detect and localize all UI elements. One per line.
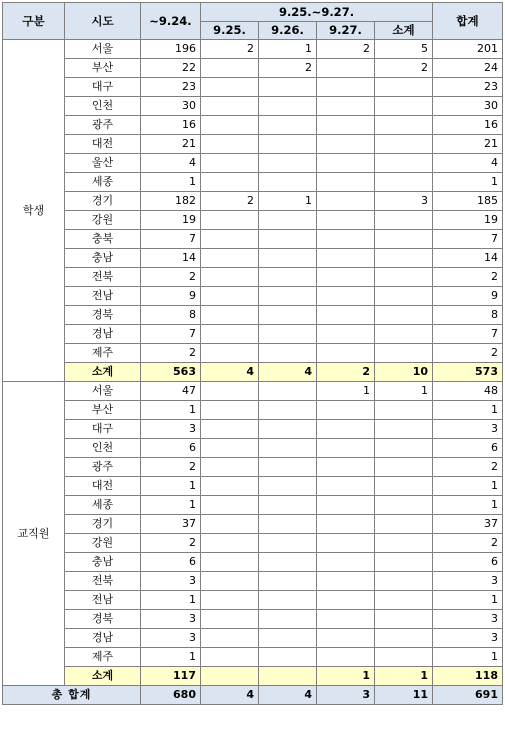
table-row [3, 629, 503, 648]
cell-total: 48 [433, 382, 503, 401]
cell-subtotal [375, 515, 433, 534]
cell-region: 대구 [65, 420, 141, 439]
cell-total: 2 [433, 268, 503, 287]
cell-day-1 [201, 135, 259, 154]
cell-until: 7 [141, 230, 201, 249]
cell-day-3 [317, 192, 375, 211]
cell-subtotal [375, 496, 433, 515]
cell-day-2 [259, 382, 317, 401]
subtotal-row [3, 667, 503, 686]
cell-subtotal [375, 325, 433, 344]
cell-until: 680 [141, 686, 201, 705]
cell-total: 1 [433, 173, 503, 192]
table-row [3, 534, 503, 553]
cell-until: 37 [141, 515, 201, 534]
cell-subtotal [375, 249, 433, 268]
table-row [3, 439, 503, 458]
cell-subtotal [375, 591, 433, 610]
cell-total: 37 [433, 515, 503, 534]
header-day-1: 9.25. [201, 22, 259, 40]
cell-region: 부산 [65, 401, 141, 420]
cell-day-1 [201, 268, 259, 287]
cell-region: 경기 [65, 192, 141, 211]
table-row [3, 325, 503, 344]
cell-subtotal [375, 268, 433, 287]
subtotal-row [3, 363, 503, 382]
cell-total: 24 [433, 59, 503, 78]
table-row [3, 420, 503, 439]
cell-region: 강원 [65, 211, 141, 230]
cell-day-3 [317, 230, 375, 249]
cell-day-1 [201, 287, 259, 306]
cell-day-1 [201, 173, 259, 192]
cell-day-2 [259, 458, 317, 477]
cell-day-3: 1 [317, 382, 375, 401]
cell-total: 1 [433, 477, 503, 496]
cell-day-3 [317, 268, 375, 287]
cell-total: 23 [433, 78, 503, 97]
table-row [3, 40, 503, 59]
cell-total: 4 [433, 154, 503, 173]
cell-day-2 [259, 401, 317, 420]
cell-until: 8 [141, 306, 201, 325]
cell-day-3 [317, 629, 375, 648]
cell-day-1 [201, 534, 259, 553]
cell-subtotal [375, 553, 433, 572]
cell-day-2 [259, 135, 317, 154]
cell-total: 1 [433, 496, 503, 515]
cell-day-1 [201, 667, 259, 686]
cell-day-2 [259, 249, 317, 268]
table-row [3, 211, 503, 230]
cell-day-3 [317, 477, 375, 496]
cell-region: 강원 [65, 534, 141, 553]
table-row [3, 268, 503, 287]
cell-day-3 [317, 211, 375, 230]
cell-day-2: 1 [259, 40, 317, 59]
cell-region: 경북 [65, 610, 141, 629]
cell-day-1 [201, 230, 259, 249]
cell-day-2 [259, 78, 317, 97]
cell-until: 1 [141, 477, 201, 496]
table-row [3, 287, 503, 306]
cell-subtotal [375, 458, 433, 477]
header-day-2: 9.26. [259, 22, 317, 40]
cell-day-2 [259, 515, 317, 534]
header-category: 구분 [3, 3, 65, 40]
subtotal-label: 소계 [65, 667, 141, 686]
cell-until: 196 [141, 40, 201, 59]
cell-subtotal: 2 [375, 59, 433, 78]
group-label: 교직원 [3, 382, 65, 686]
cell-day-3 [317, 496, 375, 515]
cell-until: 1 [141, 173, 201, 192]
cell-day-1 [201, 572, 259, 591]
cell-until: 3 [141, 629, 201, 648]
cell-day-3 [317, 344, 375, 363]
cell-subtotal [375, 173, 433, 192]
cell-day-2 [259, 572, 317, 591]
cell-total: 2 [433, 534, 503, 553]
cell-region: 충남 [65, 553, 141, 572]
cell-day-1 [201, 496, 259, 515]
cell-day-3: 2 [317, 40, 375, 59]
cell-day-3 [317, 610, 375, 629]
cell-subtotal [375, 135, 433, 154]
cell-day-3 [317, 401, 375, 420]
cell-subtotal [375, 572, 433, 591]
table-row [3, 591, 503, 610]
cell-day-1 [201, 116, 259, 135]
cell-until: 2 [141, 458, 201, 477]
cell-until: 3 [141, 420, 201, 439]
table-row [3, 97, 503, 116]
cell-subtotal [375, 230, 433, 249]
cell-until: 22 [141, 59, 201, 78]
subtotal-label: 소계 [65, 363, 141, 382]
cell-day-1 [201, 382, 259, 401]
cell-total: 2 [433, 344, 503, 363]
cell-total: 7 [433, 325, 503, 344]
cell-day-2 [259, 287, 317, 306]
cell-day-3 [317, 439, 375, 458]
cell-day-1: 2 [201, 40, 259, 59]
cell-day-2 [259, 629, 317, 648]
cell-day-1 [201, 401, 259, 420]
cell-day-3 [317, 78, 375, 97]
cell-day-3 [317, 458, 375, 477]
cell-day-1 [201, 306, 259, 325]
cell-day-1 [201, 439, 259, 458]
table-row [3, 382, 503, 401]
cell-day-1: 2 [201, 192, 259, 211]
cell-day-3 [317, 59, 375, 78]
cell-subtotal [375, 97, 433, 116]
cell-day-3 [317, 116, 375, 135]
statistics-table [2, 2, 503, 705]
cell-region: 부산 [65, 59, 141, 78]
group-label: 학생 [3, 40, 65, 382]
table-row [3, 173, 503, 192]
cell-subtotal [375, 401, 433, 420]
cell-day-1 [201, 458, 259, 477]
cell-until: 2 [141, 534, 201, 553]
cell-day-2 [259, 306, 317, 325]
cell-region: 세종 [65, 496, 141, 515]
cell-subtotal: 1 [375, 667, 433, 686]
cell-day-2 [259, 439, 317, 458]
cell-region: 대전 [65, 477, 141, 496]
cell-subtotal [375, 648, 433, 667]
table-row [3, 496, 503, 515]
grand-total-row [3, 686, 503, 705]
cell-until: 16 [141, 116, 201, 135]
cell-total: 21 [433, 135, 503, 154]
table-header [3, 3, 503, 40]
table-row [3, 401, 503, 420]
cell-day-1 [201, 325, 259, 344]
statistics-table-container [2, 2, 503, 705]
table-row [3, 154, 503, 173]
cell-day-3: 2 [317, 363, 375, 382]
cell-day-2 [259, 344, 317, 363]
cell-subtotal [375, 344, 433, 363]
table-row [3, 648, 503, 667]
cell-region: 경기 [65, 515, 141, 534]
cell-day-3 [317, 135, 375, 154]
cell-subtotal [375, 154, 433, 173]
cell-day-2 [259, 154, 317, 173]
cell-region: 충남 [65, 249, 141, 268]
cell-until: 19 [141, 211, 201, 230]
cell-day-3 [317, 97, 375, 116]
cell-subtotal: 1 [375, 382, 433, 401]
cell-day-2 [259, 211, 317, 230]
table-row [3, 610, 503, 629]
cell-day-3 [317, 591, 375, 610]
cell-subtotal [375, 78, 433, 97]
cell-day-3 [317, 249, 375, 268]
header-region: 시도 [65, 3, 141, 40]
cell-region: 충북 [65, 230, 141, 249]
cell-day-3 [317, 306, 375, 325]
cell-region: 경남 [65, 629, 141, 648]
cell-day-1: 4 [201, 686, 259, 705]
cell-day-1 [201, 211, 259, 230]
cell-day-3: 1 [317, 667, 375, 686]
cell-total: 30 [433, 97, 503, 116]
cell-until: 1 [141, 401, 201, 420]
cell-day-2 [259, 230, 317, 249]
header-day-3: 9.27. [317, 22, 375, 40]
cell-until: 3 [141, 572, 201, 591]
cell-day-2 [259, 667, 317, 686]
cell-region: 세종 [65, 173, 141, 192]
table-row [3, 515, 503, 534]
cell-until: 117 [141, 667, 201, 686]
cell-region: 광주 [65, 458, 141, 477]
cell-until: 47 [141, 382, 201, 401]
cell-day-1 [201, 610, 259, 629]
cell-day-1 [201, 629, 259, 648]
cell-day-1: 4 [201, 363, 259, 382]
cell-region: 울산 [65, 154, 141, 173]
cell-region: 제주 [65, 648, 141, 667]
cell-day-2 [259, 591, 317, 610]
cell-subtotal: 10 [375, 363, 433, 382]
cell-total: 201 [433, 40, 503, 59]
cell-subtotal [375, 116, 433, 135]
cell-subtotal [375, 420, 433, 439]
cell-total: 3 [433, 629, 503, 648]
cell-day-3 [317, 154, 375, 173]
cell-day-3: 3 [317, 686, 375, 705]
table-row [3, 477, 503, 496]
cell-total: 8 [433, 306, 503, 325]
cell-day-2 [259, 553, 317, 572]
cell-until: 14 [141, 249, 201, 268]
header-total: 합계 [433, 3, 503, 40]
cell-until: 3 [141, 610, 201, 629]
cell-day-3 [317, 420, 375, 439]
cell-until: 4 [141, 154, 201, 173]
cell-day-2 [259, 496, 317, 515]
cell-day-1 [201, 553, 259, 572]
cell-until: 1 [141, 591, 201, 610]
cell-day-1 [201, 648, 259, 667]
table-row [3, 553, 503, 572]
cell-day-2 [259, 610, 317, 629]
cell-total: 3 [433, 610, 503, 629]
table-row [3, 458, 503, 477]
header-period: 9.25.~9.27. [201, 3, 433, 22]
cell-total: 9 [433, 287, 503, 306]
cell-day-2 [259, 268, 317, 287]
cell-total: 6 [433, 553, 503, 572]
header-subtotal: 소계 [375, 22, 433, 40]
cell-day-3 [317, 572, 375, 591]
cell-region: 대구 [65, 78, 141, 97]
cell-day-2 [259, 116, 317, 135]
cell-until: 563 [141, 363, 201, 382]
cell-day-2: 4 [259, 686, 317, 705]
cell-day-1 [201, 97, 259, 116]
cell-region: 서울 [65, 40, 141, 59]
cell-total: 16 [433, 116, 503, 135]
cell-until: 6 [141, 553, 201, 572]
cell-total: 691 [433, 686, 503, 705]
cell-day-1 [201, 59, 259, 78]
cell-subtotal [375, 534, 433, 553]
table-row [3, 572, 503, 591]
cell-day-3 [317, 553, 375, 572]
table-body [3, 40, 503, 705]
cell-day-2 [259, 477, 317, 496]
cell-subtotal [375, 629, 433, 648]
cell-day-1 [201, 154, 259, 173]
cell-region: 전북 [65, 572, 141, 591]
cell-region: 경남 [65, 325, 141, 344]
cell-day-2: 1 [259, 192, 317, 211]
cell-day-1 [201, 591, 259, 610]
cell-total: 7 [433, 230, 503, 249]
cell-total: 2 [433, 458, 503, 477]
cell-total: 19 [433, 211, 503, 230]
cell-until: 1 [141, 496, 201, 515]
cell-until: 6 [141, 439, 201, 458]
cell-day-1 [201, 477, 259, 496]
cell-total: 1 [433, 591, 503, 610]
cell-until: 2 [141, 344, 201, 363]
table-row [3, 306, 503, 325]
cell-subtotal [375, 477, 433, 496]
cell-until: 182 [141, 192, 201, 211]
grand-total-label: 총 합계 [3, 686, 141, 705]
cell-day-3 [317, 173, 375, 192]
header-until: ~9.24. [141, 3, 201, 40]
cell-day-3 [317, 515, 375, 534]
cell-until: 1 [141, 648, 201, 667]
cell-region: 대전 [65, 135, 141, 154]
cell-total: 3 [433, 572, 503, 591]
cell-subtotal: 3 [375, 192, 433, 211]
cell-subtotal [375, 306, 433, 325]
cell-region: 전남 [65, 591, 141, 610]
cell-subtotal [375, 610, 433, 629]
cell-day-1 [201, 78, 259, 97]
cell-day-3 [317, 648, 375, 667]
cell-total: 3 [433, 420, 503, 439]
cell-total: 573 [433, 363, 503, 382]
table-row [3, 192, 503, 211]
cell-day-2 [259, 325, 317, 344]
cell-region: 전북 [65, 268, 141, 287]
cell-day-2 [259, 420, 317, 439]
cell-day-2 [259, 648, 317, 667]
cell-region: 인천 [65, 439, 141, 458]
cell-day-3 [317, 534, 375, 553]
table-row [3, 230, 503, 249]
table-row [3, 116, 503, 135]
cell-until: 30 [141, 97, 201, 116]
cell-subtotal: 5 [375, 40, 433, 59]
table-row [3, 59, 503, 78]
cell-region: 서울 [65, 382, 141, 401]
cell-day-2 [259, 97, 317, 116]
table-row [3, 135, 503, 154]
cell-subtotal [375, 211, 433, 230]
cell-total: 118 [433, 667, 503, 686]
cell-region: 전남 [65, 287, 141, 306]
cell-subtotal: 11 [375, 686, 433, 705]
cell-subtotal [375, 439, 433, 458]
cell-region: 인천 [65, 97, 141, 116]
cell-until: 23 [141, 78, 201, 97]
cell-total: 1 [433, 401, 503, 420]
cell-total: 185 [433, 192, 503, 211]
cell-until: 2 [141, 268, 201, 287]
cell-region: 제주 [65, 344, 141, 363]
cell-day-1 [201, 344, 259, 363]
cell-total: 1 [433, 648, 503, 667]
cell-region: 경북 [65, 306, 141, 325]
cell-day-2 [259, 534, 317, 553]
cell-day-2: 2 [259, 59, 317, 78]
cell-region: 광주 [65, 116, 141, 135]
table-row [3, 344, 503, 363]
cell-until: 9 [141, 287, 201, 306]
cell-total: 14 [433, 249, 503, 268]
cell-until: 21 [141, 135, 201, 154]
cell-day-2: 4 [259, 363, 317, 382]
cell-day-3 [317, 325, 375, 344]
cell-day-3 [317, 287, 375, 306]
table-row [3, 249, 503, 268]
cell-day-1 [201, 249, 259, 268]
cell-day-2 [259, 173, 317, 192]
table-row [3, 78, 503, 97]
cell-subtotal [375, 287, 433, 306]
cell-day-1 [201, 420, 259, 439]
cell-until: 7 [141, 325, 201, 344]
cell-total: 6 [433, 439, 503, 458]
cell-day-1 [201, 515, 259, 534]
